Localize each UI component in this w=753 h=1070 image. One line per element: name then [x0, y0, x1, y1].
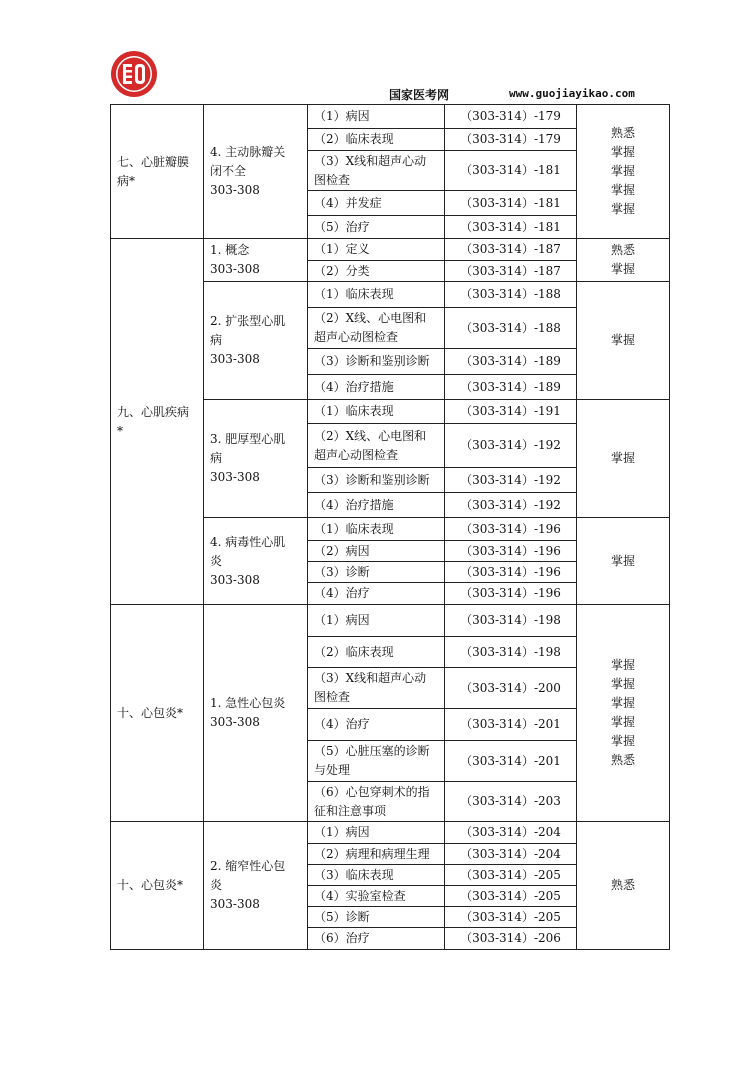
- item-reference: （303-314）-196: [445, 518, 577, 541]
- item-label: （5）治疗: [308, 216, 445, 239]
- subsection-title: 3. 肥厚型心肌 病 303-308: [204, 400, 308, 518]
- requirement-level: 熟悉 掌握: [577, 239, 670, 282]
- site-logo: [110, 50, 158, 98]
- section-title: 七、心脏瓣膜 病*: [111, 105, 204, 239]
- item-reference: （303-314）-187: [445, 261, 577, 282]
- item-reference: （303-314）-179: [445, 129, 577, 151]
- item-reference: （303-314）-196: [445, 583, 577, 605]
- subsection-title: 4. 病毒性心肌 炎 303-308: [204, 518, 308, 605]
- item-label: （5）心脏压塞的诊断 与处理: [308, 741, 445, 782]
- item-reference: （303-314）-204: [445, 822, 577, 844]
- requirement-level: 掌握: [577, 518, 670, 605]
- item-reference: （303-314）-192: [445, 493, 577, 518]
- item-reference: （303-314）-203: [445, 782, 577, 822]
- item-label: （1）病因: [308, 105, 445, 129]
- item-label: （2）临床表现: [308, 129, 445, 151]
- item-reference: （303-314）-191: [445, 400, 577, 424]
- item-label: （1）定义: [308, 239, 445, 261]
- item-label: （1）病因: [308, 605, 445, 637]
- item-label: （3）X线和超声心动 图检查: [308, 668, 445, 709]
- item-label: （4）并发症: [308, 191, 445, 216]
- item-reference: （303-314）-188: [445, 282, 577, 308]
- syllabus-table: [110, 104, 670, 950]
- requirement-level: 掌握 掌握 掌握 掌握 掌握 熟悉: [577, 605, 670, 822]
- item-reference: （303-314）-200: [445, 668, 577, 709]
- item-reference: （303-314）-198: [445, 637, 577, 668]
- item-reference: （303-314）-205: [445, 865, 577, 886]
- item-label: （2）X线、心电图和 超声心动图检查: [308, 424, 445, 468]
- table-row: [111, 105, 670, 129]
- item-label: （4）治疗措施: [308, 493, 445, 518]
- item-reference: （303-314）-181: [445, 191, 577, 216]
- item-label: （4）治疗: [308, 583, 445, 605]
- item-label: （3）诊断和鉴别诊断: [308, 468, 445, 493]
- table-row: [111, 605, 670, 637]
- item-label: （4）治疗措施: [308, 375, 445, 400]
- item-reference: （303-314）-196: [445, 562, 577, 583]
- subsection-title: 1. 概念 303-308: [204, 239, 308, 282]
- item-reference: （303-314）-204: [445, 844, 577, 865]
- item-reference: （303-314）-192: [445, 424, 577, 468]
- item-label: （1）临床表现: [308, 282, 445, 308]
- subsection-title: 1. 急性心包炎 303-308: [204, 605, 308, 822]
- item-reference: （303-314）-201: [445, 741, 577, 782]
- section-title: 九、心肌疾病 *: [111, 239, 204, 605]
- item-reference: （303-314）-179: [445, 105, 577, 129]
- item-label: （3）临床表现: [308, 865, 445, 886]
- item-reference: （303-314）-181: [445, 151, 577, 191]
- item-label: （2）临床表现: [308, 637, 445, 668]
- subsection-title: 4. 主动脉瓣关 闭不全 303-308: [204, 105, 308, 239]
- item-label: （4）实验室检查: [308, 886, 445, 907]
- item-reference: （303-314）-181: [445, 216, 577, 239]
- table-row: [111, 822, 670, 844]
- syllabus-table-body: [111, 105, 670, 950]
- item-reference: （303-314）-188: [445, 308, 577, 349]
- section-title: 十、心包炎*: [111, 822, 204, 950]
- requirement-level: 熟悉: [577, 822, 670, 950]
- item-label: （4）治疗: [308, 709, 445, 741]
- item-label: （2）X线、心电图和 超声心动图检查: [308, 308, 445, 349]
- site-name: 国家医考网: [389, 88, 450, 102]
- item-label: （3）诊断: [308, 562, 445, 583]
- item-reference: （303-314）-206: [445, 928, 577, 950]
- item-label: （2）病因: [308, 541, 445, 562]
- item-label: （3）诊断和鉴别诊断: [308, 349, 445, 375]
- item-label: （1）临床表现: [308, 400, 445, 424]
- requirement-level: 掌握: [577, 282, 670, 400]
- table-row: [111, 239, 670, 261]
- subsection-title: 2. 扩张型心肌 病 303-308: [204, 282, 308, 400]
- item-label: （1）临床表现: [308, 518, 445, 541]
- item-reference: （303-314）-189: [445, 375, 577, 400]
- item-reference: （303-314）-196: [445, 541, 577, 562]
- item-label: （2）分类: [308, 261, 445, 282]
- item-reference: （303-314）-198: [445, 605, 577, 637]
- item-label: （2）病理和病理生理: [308, 844, 445, 865]
- requirement-level: 掌握: [577, 400, 670, 518]
- item-label: （3）X线和超声心动 图检查: [308, 151, 445, 191]
- item-label: （1）病因: [308, 822, 445, 844]
- item-label: （6）治疗: [308, 928, 445, 950]
- section-title: 十、心包炎*: [111, 605, 204, 822]
- site-url[interactable]: www.guojiayikao.com: [509, 87, 635, 100]
- item-reference: （303-314）-201: [445, 709, 577, 741]
- item-label: （5）诊断: [308, 907, 445, 928]
- item-reference: （303-314）-187: [445, 239, 577, 261]
- item-reference: （303-314）-205: [445, 886, 577, 907]
- item-reference: （303-314）-192: [445, 468, 577, 493]
- subsection-title: 2. 缩窄性心包 炎 303-308: [204, 822, 308, 950]
- item-label: （6）心包穿刺术的指 征和注意事项: [308, 782, 445, 822]
- item-reference: （303-314）-205: [445, 907, 577, 928]
- item-reference: （303-314）-189: [445, 349, 577, 375]
- requirement-level: 熟悉 掌握 掌握 掌握 掌握: [577, 105, 670, 239]
